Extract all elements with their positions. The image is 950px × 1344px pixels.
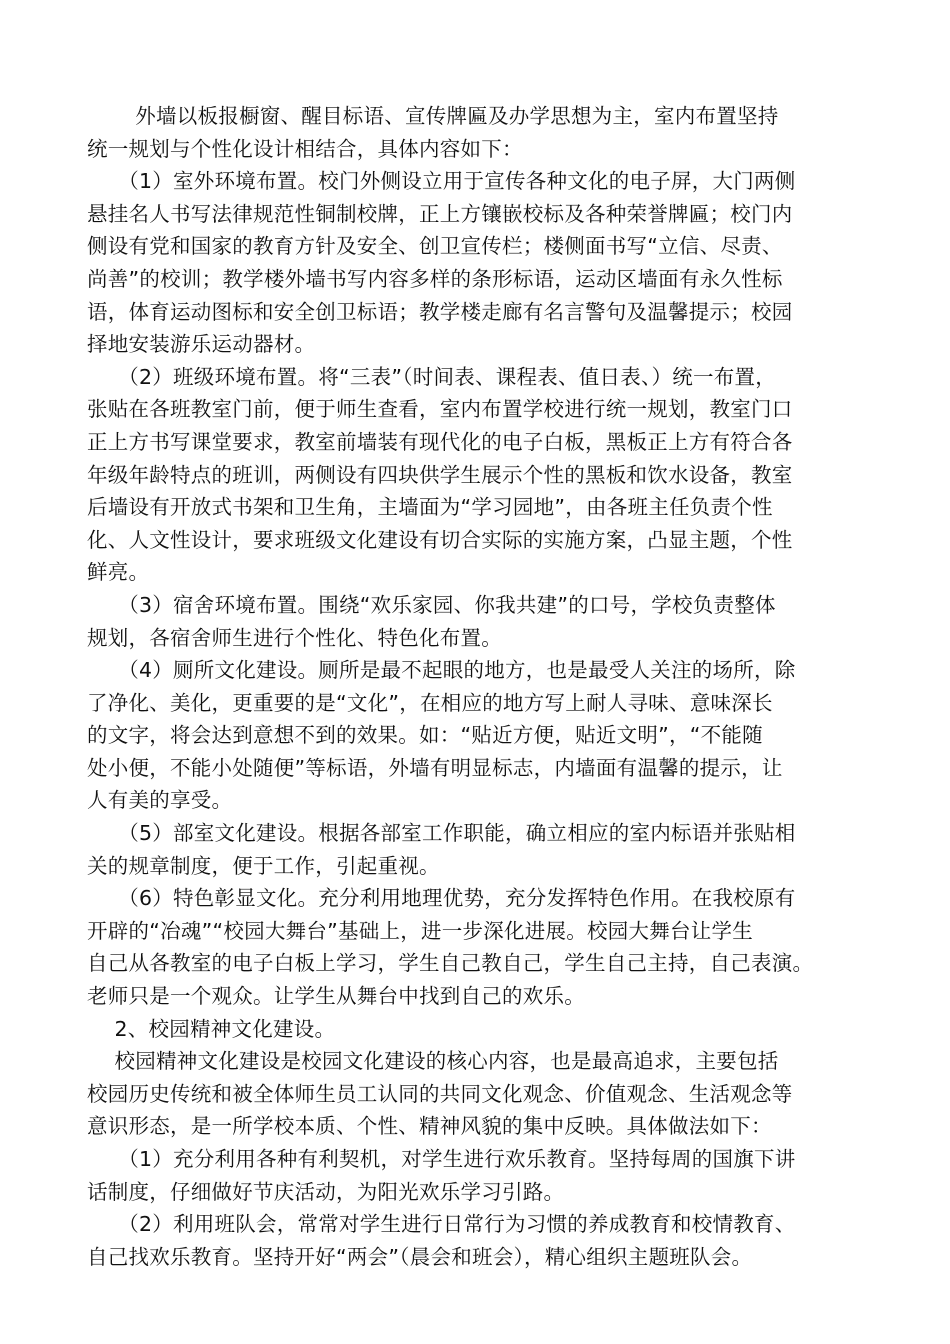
text-line: （6）特色彰显文化。充分利用地理优势，充分发挥特色作用。在我校原有 [87,886,796,911]
text-line: （1）充分利用各种有利契机，对学生进行欢乐教育。坚持每周的国旗下讲 [87,1147,796,1171]
text-line: 校园历史传统和被全体师生员工认同的共同文化观念、价值观念、生活观念等 [87,1081,793,1106]
text-line: 正上方书写课堂要求，教室前墙装有现代化的电子白板，黑板正上方有符合各 [87,429,793,454]
text-line: （3）宿舍环境布置。围绕“欢乐家园、你我共建”的口号，学校负责整体 [87,592,776,617]
text-line: 关的规章制度，便于工作，引起重视。 [87,853,440,878]
text-line: 自己从各教室的电子白板上学习，学生自己教自己，学生自己主持，自己表演。 [87,951,814,976]
text-line: 人有美的享受。 [87,788,233,813]
text-line: 老师只是一个观众。让学生从舞台中找到自己的欢乐。 [87,984,585,1009]
text-line: （2）班级环境布置。将“三表”（时间表、课程表、值日表、）统一布置， [87,364,777,389]
text-line: 化、人文性设计，要求班级文化建设有切合实际的实施方案，凸显主题，个性 [87,527,793,552]
text-line: （4）厕所文化建设。厕所是最不起眼的地方，也是最受人关注的场所，除 [87,658,796,683]
text-line: 语，体育运动图标和安全创卫标语；教学楼走廊有名言警句及温馨提示；校园 [87,299,793,324]
text-line: 处小便，不能小处随便”等标语，外墙有明显标志，内墙面有温馨的提示，让 [87,755,783,780]
text-line: 话制度，仔细做好节庆活动，为阳光欢乐学习引路。 [87,1179,565,1204]
text-line: 校园精神文化建设是校园文化建设的核心内容，也是最高追求，主要包括 [87,1049,779,1074]
text-line: 了净化、美化，更重要的是“文化”，在相应的地方写上耐人寻味、意味深长 [87,690,773,715]
text-line: 鲜亮。 [87,560,150,585]
text-line: （2）利用班队会，常常对学生进行日常行为习惯的养成教育和校情教育、 [87,1212,796,1237]
text-line: 自己找欢乐教育。坚持开好“两会”（晨会和班会），精心组织主题班队会。 [87,1244,753,1269]
text-line: （1）室外环境布置。校门外侧设立用于宣传各种文化的电子屏，大门两侧 [87,169,796,194]
section-heading: 2、校园精神文化建设。 [87,1016,336,1041]
body-text [87,100,877,1273]
text-line: 统一规划与个性化设计相结合，具体内容如下： [87,136,523,161]
text-line: （5）部室文化建设。根据各部室工作职能，确立相应的室内标语并张贴相 [87,821,796,846]
text-line: 规划，各宿舍师生进行个性化、特色化布置。 [87,625,502,650]
text-line: 意识形态，是一所学校本质、个性、精神风貌的集中反映。具体做法如下： [87,1114,772,1139]
text-line: 开辟的“冶魂”“校园大舞台”基础上，进一步深化进展。校园大舞台让学生 [87,918,753,943]
text-line: 年级年龄特点的班训，两侧设有四块供学生展示个性的黑板和饮水设备，教室 [87,462,793,487]
text-line: 择地安装游乐运动器材。 [87,332,316,357]
text-line: 后墙设有开放式书架和卫生角，主墙面为“学习园地”，由各班主任负责个性 [87,495,773,520]
text-line: 的文字，将会达到意想不到的效果。如：“贴近方便，贴近文明”，“不能随 [87,723,763,748]
text-line: 悬挂名人书写法律规范性铜制校牌，正上方镶嵌校标及各种荣誉牌匾；校门内 [87,201,793,226]
text-line: 张贴在各班教室门前，便于师生查看，室内布置学校进行统一规划，教室门口 [87,397,793,422]
text-line: 侧设有党和国家的教育方针及安全、创卫宣传栏；楼侧面书写“立信、尽责、 [87,234,783,259]
text-line: 尚善”的校训；教学楼外墙书写内容多样的条形标语，运动区墙面有永久性标 [87,266,783,291]
text-line: 外墙以板报橱窗、醒目标语、宣传牌匾及办学思想为主，室内布置坚持 [87,104,779,128]
